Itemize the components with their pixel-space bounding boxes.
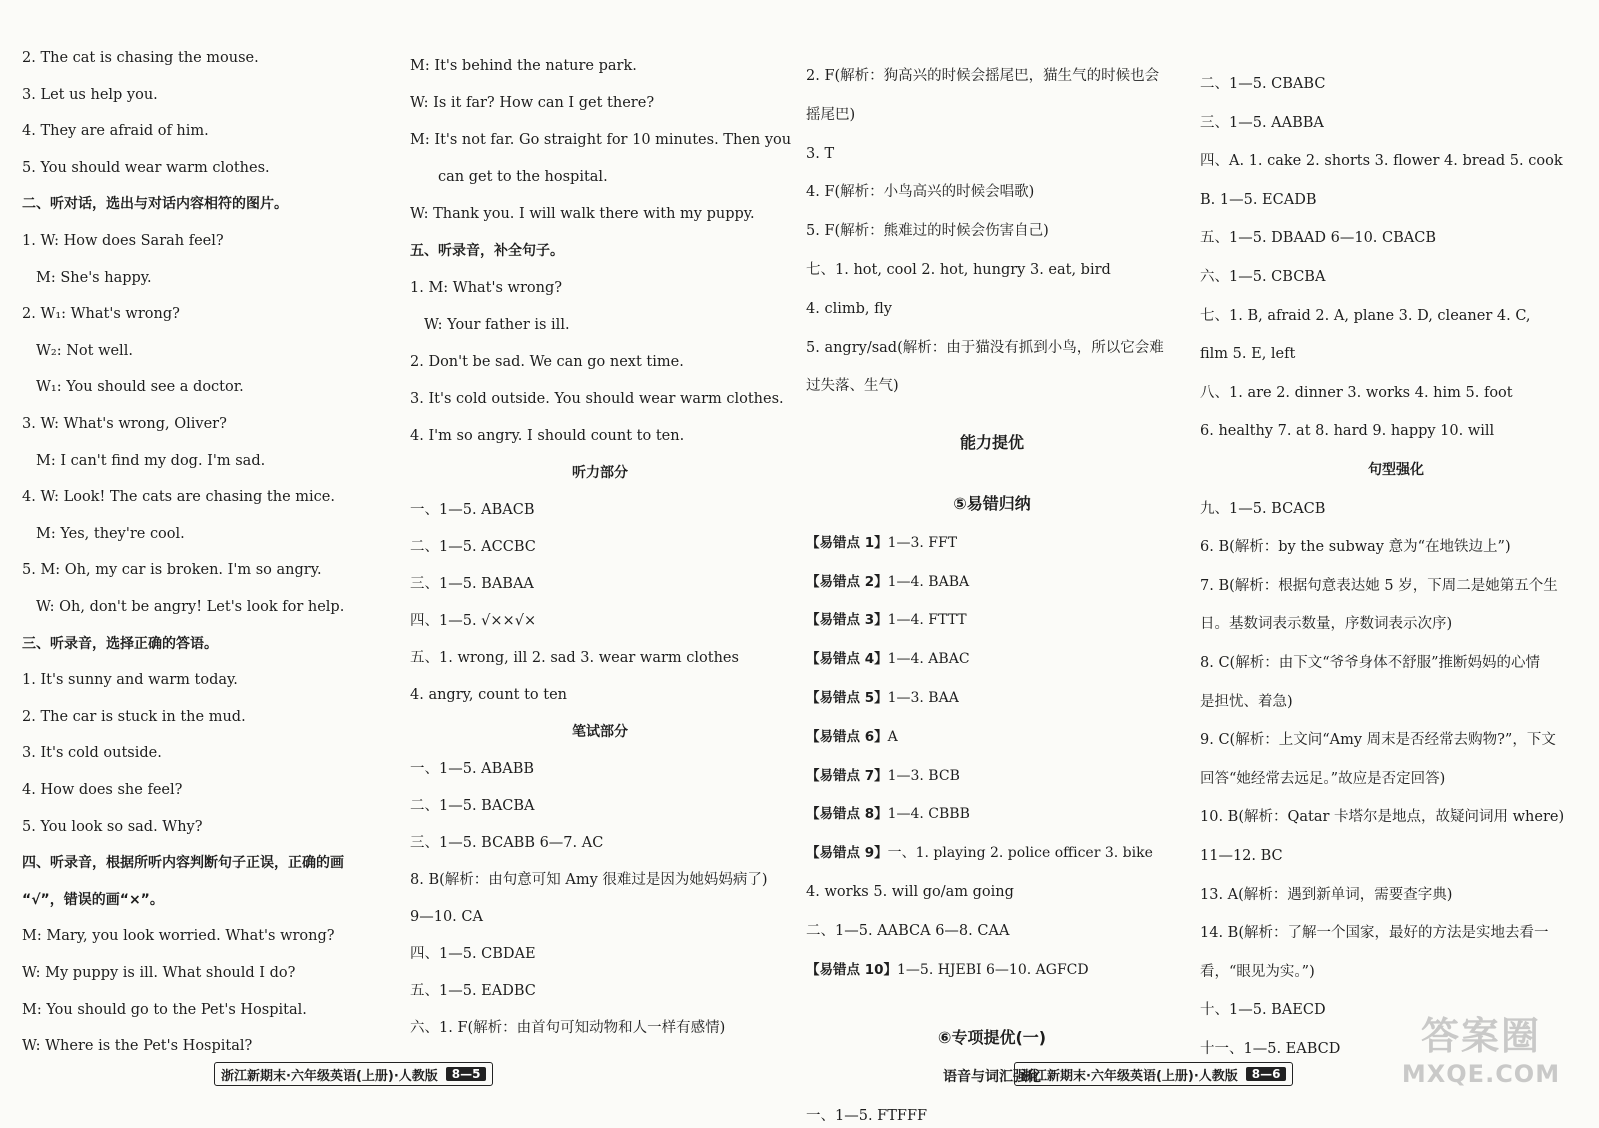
- text-line: W: Oh, don't be angry! Let's look for help.: [36, 599, 345, 615]
- text-line: 二、1—5. AABCA 6—8. CAA: [806, 922, 1010, 939]
- text-line: 2. W₁: What's wrong?: [22, 306, 180, 323]
- text-line: 8. B(解析：由句意可知 Amy 很难过是因为她妈妈病了): [410, 872, 768, 888]
- text-line: 三、1—5. AABBA: [1200, 114, 1324, 131]
- page-code: 8—6: [1246, 1067, 1287, 1081]
- text-line: 4. W: Look! The cats are chasing the mice.: [22, 489, 335, 506]
- text-line: 4. angry, count to ten: [410, 687, 568, 703]
- text-line: 14. B(解析：了解一个国家，最好的方法是实地去看一: [1200, 925, 1549, 942]
- error-point-label: 【易错点 6】: [806, 728, 888, 745]
- text-line: 回答“她经常去远足。”故应是否定回答): [1200, 770, 1446, 787]
- text-line: [806, 572, 969, 592]
- text-line: 一、1—5. ABACB: [410, 502, 535, 518]
- text-line: 一、1—5. FTFFF: [806, 1108, 928, 1124]
- text-line: [806, 843, 1153, 863]
- answer-text: 1—4. CBBB: [887, 806, 970, 823]
- text-line: 4. F(解析：小鸟高兴的时候会唱歌): [806, 184, 1035, 201]
- text-line: M: Yes, they're cool.: [36, 525, 185, 542]
- question-heading: 四、听录音，根据所听内容判断句子正误，正确的画: [22, 855, 344, 872]
- section-heading: ⑥专项提优(一): [937, 1028, 1047, 1048]
- text-line: 四、1—5. √××√×: [410, 613, 537, 629]
- footer-title: 浙江新期末·六年级英语(上册)·人教版: [1021, 1068, 1238, 1084]
- error-point-label: 【易错点 2】: [806, 573, 888, 590]
- error-point-label: 【易错点 5】: [806, 690, 888, 706]
- text-line: 八、1. are 2. dinner 3. works 4. him 5. foot: [1200, 384, 1513, 401]
- text-line: 日。基数词表示数量，序数词表示次序): [1200, 616, 1453, 633]
- section-heading: 能力提优: [959, 433, 1024, 453]
- text-line: M: Mary, you look worried. What's wrong?: [22, 928, 335, 945]
- text-line: 6. B(解析：by the subway 意为“在地铁边上”): [1200, 539, 1511, 556]
- text-line: 4. How does she feel?: [22, 782, 183, 798]
- text-line: [806, 533, 957, 553]
- text-line: 看，“眼见为实。”): [1200, 963, 1315, 980]
- text-line: 4. climb, fly: [806, 300, 892, 317]
- text-line: 7. B(解析：根据句意表达她 5 岁，下周二是她第五个生: [1200, 577, 1558, 594]
- text-line: can get to the hospital.: [438, 169, 608, 185]
- watermark-text: 答案圈: [1420, 1014, 1541, 1058]
- text-line: 3. It's cold outside. You should wear warm clothes.: [410, 391, 784, 407]
- text-line: [806, 766, 960, 786]
- left-page: [0, 0, 799, 1128]
- text-line: 二、1—5. BACBA: [410, 798, 535, 814]
- section-heading: 句型强化: [1368, 462, 1424, 478]
- question-heading: 五、听录音，补全句子。: [410, 243, 564, 259]
- question-heading: “√”，错误的画“×”。: [22, 891, 164, 908]
- text-line: 七、1. hot, cool 2. hot, hungry 3. eat, bird: [806, 262, 1111, 278]
- text-line: 6. healthy 7. at 8. hard 9. happy 10. will: [1200, 423, 1495, 440]
- footer-left: [214, 1062, 493, 1086]
- footer-title: 浙江新期末·六年级英语(上册)·人教版: [221, 1068, 438, 1084]
- error-point-label: 【易错点 1】: [806, 534, 888, 551]
- section-heading: 听力部分: [572, 465, 628, 481]
- text-line: W: Your father is ill.: [424, 317, 570, 333]
- error-point-label: 【易错点 10】: [806, 961, 897, 978]
- answer-text: 1—4. BABA: [887, 573, 970, 590]
- text-line: 2. The car is stuck in the mud.: [22, 708, 246, 725]
- text-line: 5. F(解析：熊难过的时候会伤害自己): [806, 223, 1049, 240]
- text-line: 二、1—5. ACCBC: [410, 539, 536, 555]
- watermark-logo: [1401, 1012, 1561, 1102]
- text-line: 摇尾巴): [806, 106, 856, 123]
- text-line: M: You should go to the Pet's Hospital.: [22, 1001, 307, 1018]
- text-line: 2. F(解析：狗高兴的时候会摇尾巴，猫生气的时候也会: [806, 68, 1160, 84]
- text-line: 5. angry/sad(解析：由于猫没有抓到小鸟，所以它会难: [806, 339, 1164, 356]
- text-line: 五、1—5. DBAAD 6—10. CBACB: [1200, 230, 1436, 247]
- text-line: 六、1. F(解析：由首句可知动物和人一样有感情): [410, 1020, 726, 1036]
- answer-text: 1—3. FFT: [887, 534, 958, 551]
- text-line: 3. Let us help you.: [22, 86, 158, 103]
- error-point-label: 【易错点 9】: [806, 845, 888, 862]
- text-line: 3. T: [806, 145, 835, 162]
- text-line: 8. C(解析：由下文“爷爷身体不舒服”推断妈妈的心情: [1200, 655, 1541, 671]
- text-line: [806, 610, 967, 630]
- text-line: W₁: You should see a doctor.: [36, 379, 244, 396]
- text-line: 十一、1—5. EABCD: [1200, 1041, 1341, 1057]
- text-line: W: Where is the Pet's Hospital?: [22, 1038, 253, 1055]
- text-line: 七、1. B, afraid 2. A, plane 3. D, cleaner 4. C,: [1200, 307, 1531, 324]
- text-line: W₂: Not well.: [36, 342, 133, 359]
- text-line: 3. It's cold outside.: [22, 745, 162, 762]
- text-line: 六、1—5. CBCBA: [1200, 269, 1326, 285]
- text-line: 五、1—5. EADBC: [410, 983, 536, 999]
- text-line: 11—12. BC: [1200, 848, 1283, 864]
- text-line: 2. Don't be sad. We can go next time.: [410, 354, 684, 370]
- text-line: 13. A(解析：遇到新单词，需要查字典): [1200, 886, 1453, 903]
- text-line: film 5. E, left: [1200, 346, 1296, 363]
- text-line: 4. works 5. will go/am going: [806, 884, 1014, 900]
- text-line: 1. It's sunny and warm today.: [22, 672, 238, 689]
- error-point-label: 【易错点 7】: [806, 767, 888, 784]
- answer-text: 1—3. BCB: [887, 767, 960, 784]
- section-heading: 语音与词汇强化: [943, 1069, 1041, 1086]
- error-point-label: 【易错点 8】: [806, 806, 888, 823]
- text-line: 5. You look so sad. Why?: [22, 818, 203, 835]
- text-line: 9. C(解析：上文问“Amy 周末是否经常去购物?”，下文: [1200, 732, 1556, 749]
- answer-text: 一、1. playing 2. police officer 3. bike: [887, 845, 1153, 862]
- text-line: W: My puppy is ill. What should I do?: [22, 965, 296, 981]
- right-page: [800, 0, 1599, 1128]
- section-heading: ⑤易错归纳: [953, 494, 1031, 513]
- answer-text: 1—4. FTTT: [887, 612, 967, 629]
- text-line: 是担忧、着急): [1200, 693, 1293, 710]
- text-line: 4. I'm so angry. I should count to ten.: [410, 428, 685, 444]
- watermark-url: MXQE.COM: [1401, 1060, 1561, 1088]
- text-line: 十、1—5. BAECD: [1200, 1002, 1326, 1019]
- text-line: 一、1—5. ABABB: [410, 761, 535, 777]
- text-line: 3. W: What's wrong, Oliver?: [22, 416, 227, 432]
- text-line: 三、1—5. BCABB 6—7. AC: [410, 835, 604, 851]
- answer-text: A: [887, 728, 898, 745]
- text-line: B. 1—5. ECADB: [1200, 191, 1317, 208]
- text-line: 过失落、生气): [806, 378, 899, 395]
- text-line: [806, 649, 970, 669]
- text-line: W: Thank you. I will walk there with my puppy.: [410, 206, 755, 222]
- text-line: W: Is it far? How can I get there?: [410, 95, 655, 111]
- text-line: 1. M: What's wrong?: [410, 280, 563, 296]
- text-line: 五、1. wrong, ill 2. sad 3. wear warm clothes: [410, 650, 739, 666]
- text-line: [806, 727, 898, 747]
- text-line: 5. You should wear warm clothes.: [22, 159, 270, 176]
- text-line: [806, 804, 970, 824]
- text-line: 9—10. CA: [410, 909, 483, 925]
- text-line: 1. W: How does Sarah feel?: [22, 233, 224, 249]
- answer-text: 1—3. BAA: [887, 690, 959, 706]
- section-heading: 笔试部分: [572, 724, 628, 740]
- answer-text: 1—4. ABAC: [887, 651, 970, 668]
- question-heading: 三、听录音，选择正确的答语。: [22, 635, 218, 652]
- question-heading: 二、听对话，选出与对话内容相符的图片。: [22, 196, 288, 213]
- text-line: 4. They are afraid of him.: [22, 123, 209, 140]
- text-line: [806, 688, 959, 708]
- text-line: 10. B(解析：Qatar 卡塔尔是地点，故疑问词用 where): [1200, 809, 1565, 826]
- text-line: 二、1—5. CBABC: [1200, 76, 1326, 92]
- error-point-label: 【易错点 4】: [806, 651, 888, 668]
- text-line: M: It's not far. Go straight for 10 minutes. Then you: [410, 132, 792, 148]
- page-code: 8—5: [446, 1067, 487, 1081]
- text-line: 5. M: Oh, my car is broken. I'm so angry.: [22, 562, 322, 579]
- text-line: 四、1—5. CBDAE: [410, 946, 536, 962]
- text-line: M: It's behind the nature park.: [410, 58, 637, 74]
- text-line: M: I can't find my dog. I'm sad.: [36, 452, 266, 469]
- error-point-label: 【易错点 3】: [806, 612, 888, 629]
- text-line: 三、1—5. BABAA: [410, 576, 534, 592]
- text-line: M: She's happy.: [36, 269, 152, 286]
- text-line: [806, 960, 1089, 980]
- text-line: 2. The cat is chasing the mouse.: [22, 50, 259, 66]
- text-line: 四、A. 1. cake 2. shorts 3. flower 4. bread 5. cook: [1200, 153, 1563, 170]
- text-line: 九、1—5. BCACB: [1200, 500, 1326, 517]
- footer-right: [1014, 1062, 1293, 1086]
- answer-text: 1—5. HJEBI 6—10. AGFCD: [897, 961, 1089, 978]
